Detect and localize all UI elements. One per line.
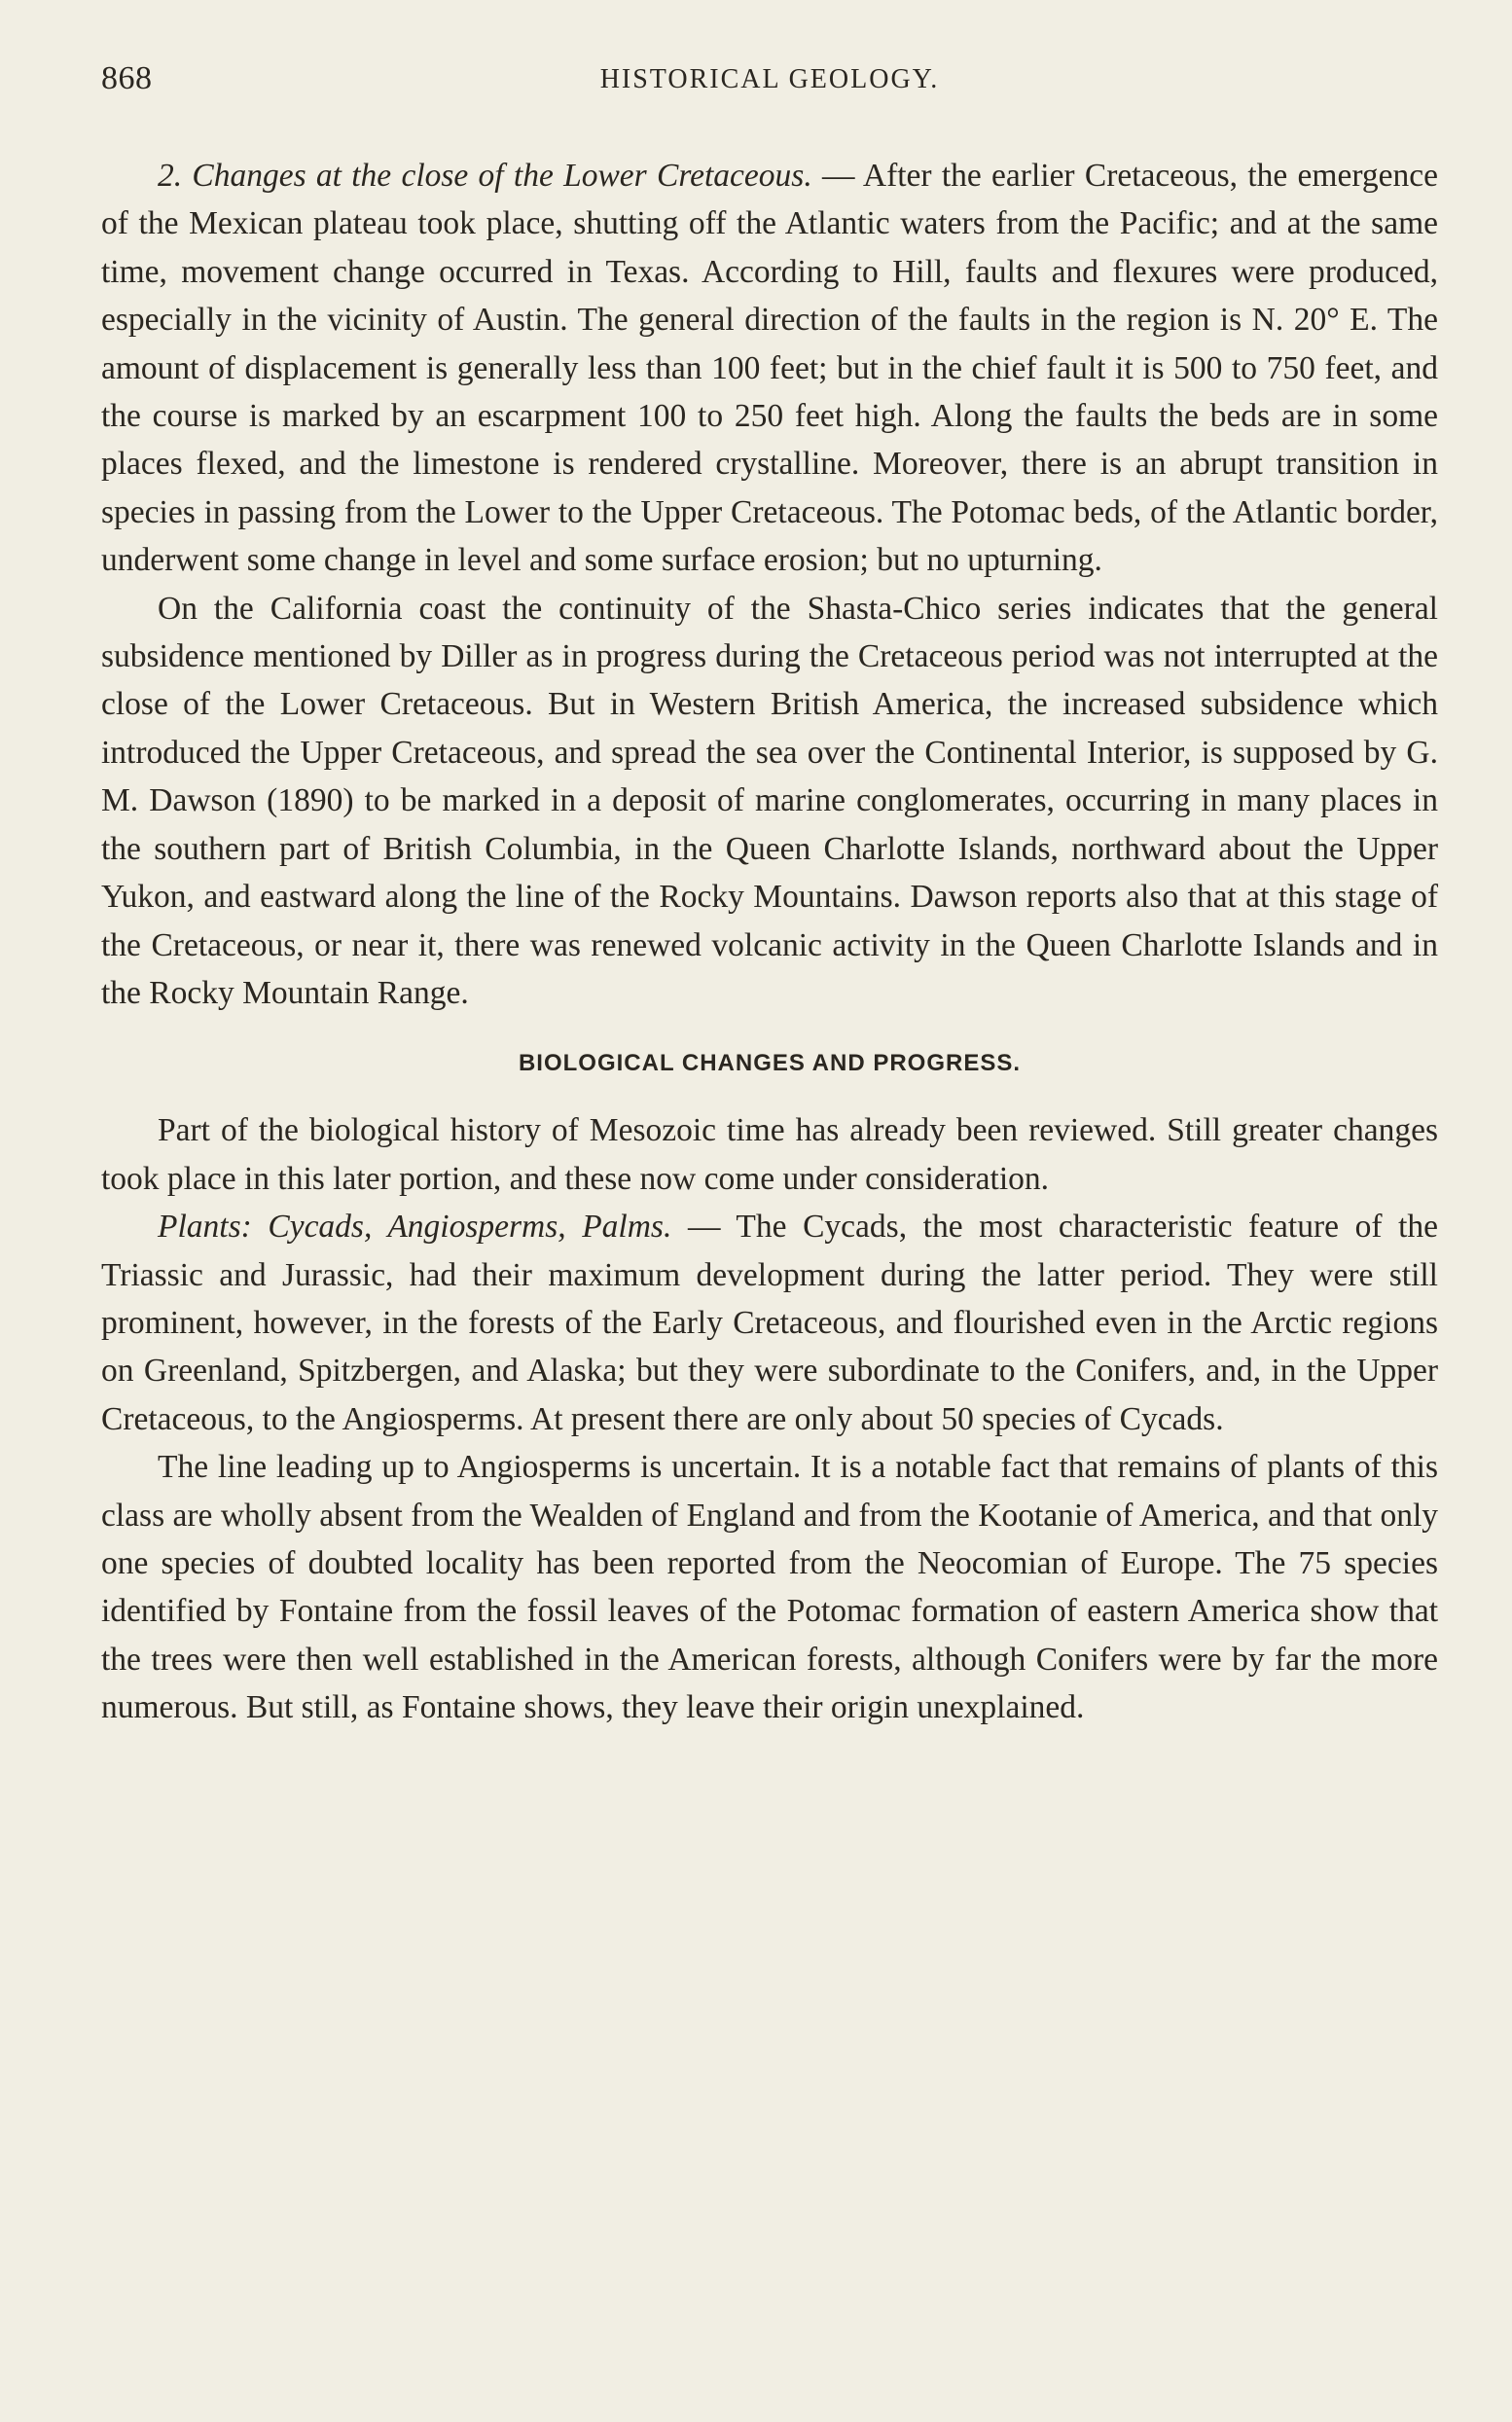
em-dash: — (671, 1209, 737, 1246)
paragraph-text: After the earlier Cretaceous, the emergence of the Mexican plateau took place, shutting off the Atlantic waters from the Pacific; and at the same time, movement change occurred in Texas. According to Hill, faults and flexures were produced, especially in the vicinity of Austin. The general direction of the faults in the region is N. 20° E. The amount of displacement is generally less than 100 feet; but in the chief fault it is 500 to 750 feet, and the course is marked by an escarpment 100 to 250 feet high. Along the faults the beds are in some places flexed, and the limestone is rendered crystalline. Moreover, there is an abrupt transition in species in passing from the Lower to the Upper Cretaceous. The Potomac beds, of the Atlantic border, underwent some change in level and some surface erosion; but no upturning. (101, 158, 1438, 579)
running-head (101, 60, 1438, 119)
paragraph-lower-cretaceous-changes (101, 152, 1438, 585)
paragraph-lead-italic: Plants: Cycads, Angiosperms, Palms. (158, 1209, 672, 1246)
body-text (101, 152, 1438, 1732)
section-heading: BIOLOGICAL CHANGES AND PROGRESS. (518, 1050, 1022, 1077)
paragraph-biological-history: Part of the biological history of Mesozoic time has already been reviewed. Still greater changes took place in this later portion, and these now come under consideration. (101, 1112, 1438, 1197)
paragraph-california-coast: On the California coast the continuity of the Shasta-Chico series indicates that the general subsidence mentioned by Diller as in progress during the Cretaceous period was not interrupted at the close of the Lower Cretaceous. But in Western British America, the increased subsidence which introduced the Upper Cretaceous, and spread the sea over the Continental Interior, is supposed by G. M. Dawson (1890) to be marked in a deposit of marine conglomerates, occurring in many places in the southern part of British Columbia, in the Queen Charlotte Islands, northward about the Upper Yukon, and eastward along the line of the Rocky Mountains. Dawson reports also that at this stage of the Cretaceous, or near it, there was renewed volcanic activity in the Queen Charlotte Islands and in the Rocky Mountain Range. (101, 590, 1438, 1011)
paragraph-plants-cycads (101, 1203, 1438, 1443)
paragraph-text: The Cycads, the most characteristic feature of the Triassic and Jurassic, had their maximum development during the latter period. They were still prominent, however, in the forests of the Early Cretaceous, and flourished even in the Arctic regions on Greenland, Spitzbergen, and Alaska; but they were subordinate to the Conifers, and, in the Upper Cretaceous, to the Angiosperms. At present there are only about 50 species of Cycads. (101, 1209, 1438, 1437)
page-number: 868 (101, 60, 153, 96)
paragraph-angiosperms: The line leading up to Angiosperms is uncertain. It is a notable fact that remains of plants of this class are wholly absent from the Wealden of England and from the Kootanie of America, and that only one species of doubted locality has been reported from the Neocomian of Europe. The 75 species identified by Fontaine from the fossil leaves of the Potomac formation of eastern America show that the trees were then well established in the American forests, although Conifers were by far the more numerous. But still, as Fontaine shows, they leave their origin unexplained. (101, 1449, 1438, 1726)
paragraph-lead-italic: 2. Changes at the close of the Lower Cretaceous. (158, 158, 812, 194)
running-title: HISTORICAL GEOLOGY. (599, 64, 940, 94)
em-dash: — (811, 158, 863, 194)
